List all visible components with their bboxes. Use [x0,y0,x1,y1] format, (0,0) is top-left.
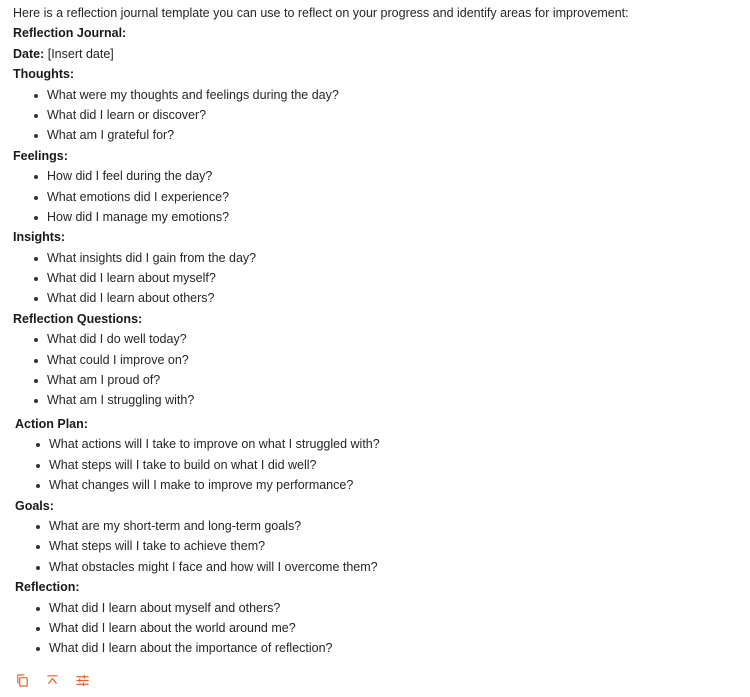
list-item: What did I learn or discover? [13,105,743,125]
list-item: What did I learn about myself and others? [15,598,745,618]
list-item: How did I manage my emotions? [13,207,743,227]
date-line [13,44,743,64]
intro-text: Here is a reflection journal template you can use to reflect on your progress and identify areas for improvement: [13,6,629,20]
scroll-top-icon[interactable] [44,672,60,688]
section-heading-action-plan: Action Plan: [15,417,88,431]
list-item: How did I feel during the day? [13,166,743,186]
list-item: What am I struggling with? [13,390,743,410]
list-item: What did I learn about others? [13,288,743,308]
list-item: What am I grateful for? [13,125,743,145]
list-item: What could I improve on? [13,350,743,370]
journal-title: Reflection Journal: [13,26,127,41]
list-item: What actions will I take to improve on what I struggled with? [15,434,745,454]
message-toolbar [14,672,90,688]
list-item: What were my thoughts and feelings during the day? [13,85,743,105]
journal-content-bottom [15,414,745,659]
section-heading-goals: Goals: [15,498,54,513]
settings-sliders-icon[interactable] [74,672,90,688]
list-item: What emotions did I experience? [13,187,743,207]
list-item: What are my short-term and long-term goals? [15,516,745,536]
list-item: What steps will I take to achieve them? [15,536,745,556]
date-label: Date: [13,46,45,61]
list-item: What changes will I make to improve my performance? [15,475,745,495]
list-item: What steps will I take to build on what I did well? [15,455,745,475]
list-item: What obstacles might I face and how will I overcome them? [15,557,745,577]
list-item: What did I learn about the importance of reflection? [15,638,745,658]
list-item: What did I do well today? [13,329,743,349]
journal-content-top [13,3,743,411]
section-heading-feelings: Feelings: [13,148,68,163]
date-value: [Insert date] [44,46,114,61]
section-heading-insights: Insights: [13,230,66,245]
section-heading-thoughts: Thoughts: [13,67,75,82]
list-item: What insights did I gain from the day? [13,248,743,268]
list-item: What did I learn about the world around me? [15,618,745,638]
section-heading-reflection-questions: Reflection Questions: [13,311,143,326]
list-item: What did I learn about myself? [13,268,743,288]
list-item: What am I proud of? [13,370,743,390]
copy-icon[interactable] [14,672,30,688]
section-heading-reflection: Reflection: [15,580,80,595]
